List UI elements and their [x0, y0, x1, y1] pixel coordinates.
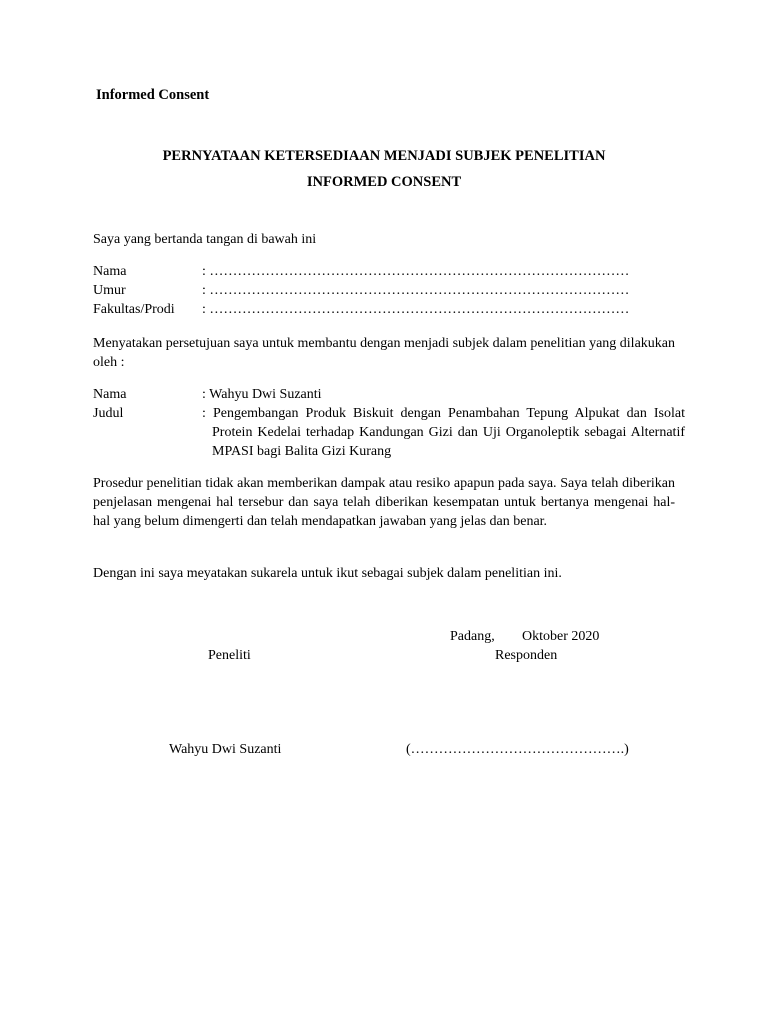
- researcher-name-label: Nama: [93, 387, 127, 402]
- respondent-faculty-label: Fakultas/Prodi: [93, 302, 175, 317]
- respondent-age-row: [93, 281, 673, 300]
- respondent-label: Responden: [495, 648, 558, 663]
- researcher-name-row: [93, 385, 673, 404]
- document-title: PERNYATAAN KETERSEDIAAN MENJADI SUBJEK PENELITIAN: [162, 148, 606, 164]
- intro-text: Saya yang bertanda tangan di bawah ini: [93, 232, 317, 247]
- research-title-label: Judul: [93, 406, 124, 421]
- respondent-name-blank: : ………………………………………………………………………………: [202, 264, 630, 279]
- document-heading: Informed Consent: [96, 87, 210, 103]
- document-subtitle: INFORMED CONSENT: [306, 174, 462, 190]
- respondent-age-blank: : ………………………………………………………………………………: [202, 283, 630, 298]
- researcher-signature-name: Wahyu Dwi Suzanti: [169, 742, 282, 757]
- signature-place: Padang,: [450, 629, 495, 644]
- respondent-signature-blank: (……………………………………….): [406, 742, 629, 757]
- declaration-paragraph: Dengan ini saya meyatakan sukarela untuk ikut sebagai subjek dalam penelitian ini.: [93, 566, 562, 581]
- respondent-faculty-blank: : ………………………………………………………………………………: [202, 302, 630, 317]
- consent-paragraph: Menyatakan persetujuan saya untuk membantu dengan menjadi subjek dalam penelitian yang dilakukan oleh :: [93, 336, 675, 370]
- signature-date: Oktober 2020: [522, 629, 600, 644]
- respondent-faculty-row: [93, 300, 673, 319]
- procedure-paragraph: Prosedur penelitian tidak akan memberikan dampak atau resiko apapun pada saya. Saya telah diberikan penjelasan mengenai hal tersebur dan saya telah diberikan kesempatan untuk bertanya mengenai hal-hal yang belum dimengerti dan telah mendapatkan jawaban yang jelas dan benar.: [93, 476, 675, 529]
- research-title-value: : Pengembangan Produk Biskuit dengan Penambahan Tepung Alpukat dan Isolat Protein Kedelai terhadap Kandungan Gizi dan Uji Organoleptik sebagai Alternatif MPASI bagi Balita Gizi Kurang: [202, 406, 685, 459]
- respondent-name-label: Nama: [93, 264, 127, 279]
- respondent-name-row: [93, 262, 673, 281]
- respondent-age-label: Umur: [93, 283, 126, 298]
- researcher-name-value: : Wahyu Dwi Suzanti: [202, 387, 322, 402]
- researcher-label: Peneliti: [208, 648, 251, 663]
